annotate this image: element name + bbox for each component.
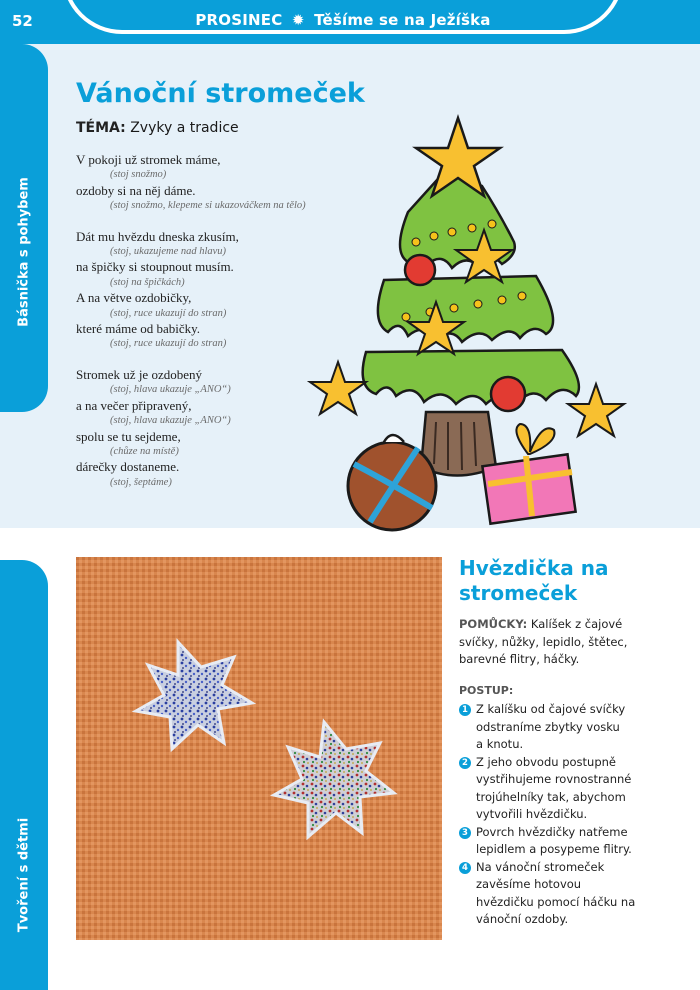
tools-text: Kalíšek z čajové: [530, 617, 623, 631]
poem-line: spolu se tu sejdeme,: [76, 428, 181, 444]
tree-star-icon: [310, 362, 366, 414]
step-text: trojúhelníky tak, abychom: [476, 789, 626, 804]
procedure-step: [459, 859, 691, 929]
step-number-icon: 3: [459, 827, 471, 839]
step-text: vánoční ozdoby.: [476, 912, 569, 926]
craft-title-line: Hvězdička na: [459, 556, 609, 580]
poem-direction: (stoj, ruce ukazují do stran): [110, 338, 227, 350]
procedure-step: [459, 754, 691, 824]
procedure-step: [459, 824, 691, 859]
tools-label: POMŮCKY:: [459, 617, 528, 631]
poem-line: dárečky dostaneme.: [76, 459, 180, 475]
poem-direction: (stoj, ruce ukazují do stran): [110, 307, 227, 319]
poem-line: Stromek už je ozdobený: [76, 366, 202, 382]
christmas-tree-illustration: [296, 112, 636, 532]
theme-label: TÉMA:: [76, 120, 126, 136]
poem-direction: (stoj snožmo, klepeme si ukazováčkem na tělo): [110, 200, 306, 212]
step-text: vytvořili hvězdičku.: [476, 807, 588, 821]
step-text: Na vánoční stromeček: [476, 859, 605, 874]
poem-line: ozdoby si na něj dáme.: [76, 182, 196, 198]
step-text: odstraníme zbytky vosku: [476, 719, 620, 734]
poem-title: Vánoční stromeček: [76, 78, 365, 109]
craft-photo-image: [76, 557, 442, 940]
procedure-step: [459, 701, 691, 754]
poem-line: Dát mu hvězdu dneska zkusím,: [76, 228, 239, 244]
poem-direction: (stoj, šeptáme): [110, 476, 172, 488]
poem-direction: (stoj snožmo): [110, 169, 167, 181]
poem-line: V pokoji už stromek máme,: [76, 152, 221, 167]
poem-direction: (stoj na špičkách): [110, 276, 185, 288]
poem-direction: (chůze na místě): [110, 445, 179, 457]
header-section: PROSINEC: [195, 11, 283, 29]
page-number: 52: [12, 12, 33, 30]
poem-direction: (stoj, hlava ukazuje „ANO“): [110, 384, 231, 396]
craft-title-line: stromeček: [459, 581, 578, 605]
header-chapter-title: Těšíme se na Ježíška: [314, 11, 491, 29]
step-text: lepidlem a posypeme flitry.: [476, 842, 632, 856]
craft-photo: [76, 557, 442, 940]
poem-line: na špičky si stoupnout musím.: [76, 259, 234, 275]
tree-tier-middle: [378, 276, 553, 342]
procedure-label: POSTUP:: [459, 684, 514, 697]
step-text: Z kalíšku od čajové svíčky: [476, 702, 626, 716]
poem-line: A na větve ozdobičky,: [76, 290, 192, 306]
step-number-icon: 1: [459, 704, 471, 716]
header-separator-icon: ✹: [291, 11, 305, 29]
poem-direction: (stoj, hlava ukazuje „ANO“): [110, 415, 231, 427]
header-title: [62, 11, 624, 29]
step-text: Povrch hvězdičky natřeme: [476, 824, 628, 839]
procedure-steps: [459, 701, 691, 929]
red-bauble-icon: [491, 377, 525, 411]
step-text: zavěsíme hotovou: [476, 877, 582, 891]
craft-tools: [459, 616, 691, 669]
theme-value: Zvyky a tradice: [130, 120, 239, 136]
step-number-icon: 4: [459, 862, 471, 874]
step-text: hvězdičku pomocí háčku na: [476, 894, 636, 909]
poem-line: které máme od babičky.: [76, 321, 201, 337]
step-text: a knotu.: [476, 737, 524, 751]
poem-line: a na večer připravený,: [76, 397, 192, 413]
side-label-craft: Tvoření s dětmi: [16, 817, 32, 933]
step-text: Z jeho obvodu postupně: [476, 754, 616, 769]
step-number-icon: 2: [459, 757, 471, 769]
tree-tier-bottom: [363, 350, 579, 404]
craft-title: [459, 556, 689, 606]
red-bauble-icon: [405, 255, 435, 285]
step-text: vystřihujeme rovnostranné: [476, 772, 632, 786]
tools-text: svíčky, nůžky, lepidlo, štětec,: [459, 634, 628, 649]
side-label-poem: Básnička s pohybem: [16, 177, 32, 327]
poem-direction: (stoj, ukazujeme nad hlavu): [110, 246, 227, 258]
tools-text: barevné flitry, háčky.: [459, 652, 580, 666]
poem-theme: [76, 120, 239, 136]
